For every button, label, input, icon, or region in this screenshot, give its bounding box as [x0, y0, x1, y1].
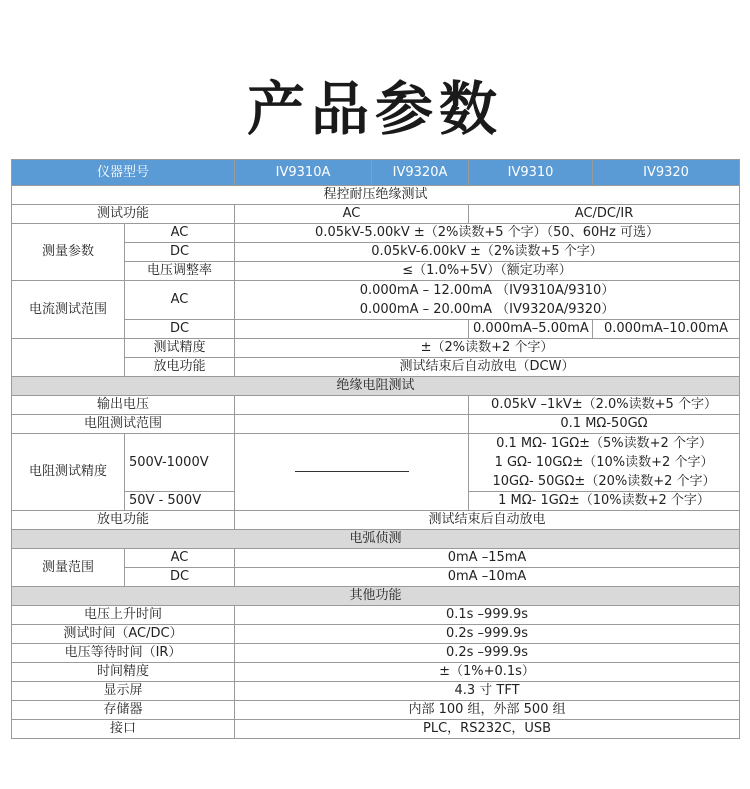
- row-label: 电阻测试范围: [12, 415, 235, 434]
- current-ac-line-1: 0.000mA – 12.00mA （IV9310A/9310）: [359, 283, 615, 298]
- row-label: 测量范围: [12, 549, 125, 587]
- section-row: [12, 186, 740, 205]
- row-value: [235, 320, 469, 339]
- row-value: ±（1%+0.1s）: [235, 663, 740, 682]
- section-row: [12, 377, 740, 396]
- row-sublabel: 测试精度: [125, 339, 235, 358]
- table-row: [12, 701, 740, 720]
- row-label: 电阻测试精度: [12, 434, 125, 511]
- row-sublabel: 500V-1000V: [125, 434, 235, 492]
- row-value: 1 MΩ- 1GΩ±（10%读数+2 个字）: [469, 492, 740, 511]
- row-value: 0mA –10mA: [235, 568, 740, 587]
- row-label: 输出电压: [12, 396, 235, 415]
- row-label: 电压等待时间（IR）: [12, 644, 235, 663]
- row-sublabel: DC: [125, 568, 235, 587]
- spec-table: [11, 159, 740, 739]
- row-value: AC/DC/IR: [469, 205, 740, 224]
- row-value-empty: [235, 396, 469, 415]
- table-row: [12, 224, 740, 243]
- row-label: 存储器: [12, 701, 235, 720]
- row-label: 测试功能: [12, 205, 235, 224]
- row-label: 电流测试范围: [12, 281, 125, 339]
- table-row: [12, 606, 740, 625]
- table-row: [12, 415, 740, 434]
- current-ac-line-2: 0.000mA – 20.00mA （IV9320A/9320）: [359, 302, 615, 317]
- table-row: [12, 720, 740, 739]
- row-value: PLC，RS232C，USB: [235, 720, 740, 739]
- row-sublabel: AC: [125, 224, 235, 243]
- row-value: 4.3 寸 TFT: [235, 682, 740, 701]
- section-title-arc: 电弧侦测: [12, 530, 740, 549]
- row-value: 测试结束后自动放电: [235, 511, 740, 530]
- row-value: ±（2%读数+2 个字）: [235, 339, 740, 358]
- row-value: AC: [235, 205, 469, 224]
- row-sublabel: DC: [125, 320, 235, 339]
- table-row: [12, 281, 740, 320]
- table-row: [12, 549, 740, 568]
- header-model-4: IV9320: [593, 160, 740, 186]
- row-sublabel: 电压调整率: [125, 262, 235, 281]
- table-row: [12, 682, 740, 701]
- row-value: 0.000mA–10.00mA: [593, 320, 740, 339]
- section-title-insulation: 绝缘电阻测试: [12, 377, 740, 396]
- row-label: 测试时间（AC/DC）: [12, 625, 235, 644]
- row-label: 显示屏: [12, 682, 235, 701]
- header-model-3: IV9310: [469, 160, 593, 186]
- row-value: 0.05kV-6.00kV ±（2%读数+5 个字）: [235, 243, 740, 262]
- section-row: [12, 587, 740, 606]
- table-row: [12, 663, 740, 682]
- header-model-label: 仪器型号: [12, 160, 235, 186]
- table-row: [12, 358, 740, 377]
- header-model-1: IV9310A: [235, 160, 372, 186]
- row-value: 0.2s –999.9s: [235, 625, 740, 644]
- row-value: 0.1 MΩ-50GΩ: [469, 415, 740, 434]
- row-value: ≤（1.0%+5V）（额定功率）: [235, 262, 740, 281]
- row-label: 接口: [12, 720, 235, 739]
- header-model-2: IV9320A: [372, 160, 469, 186]
- accuracy-line-2: 1 GΩ- 10GΩ±（10%读数+2 个字）: [494, 455, 714, 470]
- row-value: 测试结束后自动放电（DCW）: [235, 358, 740, 377]
- section-title-other: 其他功能: [12, 587, 740, 606]
- table-row: [12, 434, 740, 492]
- row-sublabel: AC: [125, 281, 235, 320]
- row-value-multiline: [469, 434, 740, 492]
- table-row: [12, 644, 740, 663]
- row-value: 0.05kV-5.00kV ±（2%读数+5 个字）（50、60Hz 可选）: [235, 224, 740, 243]
- row-label: 电压上升时间: [12, 606, 235, 625]
- table-row: [12, 205, 740, 224]
- table-row: [12, 396, 740, 415]
- not-applicable-cell: [235, 434, 469, 511]
- row-label: 时间精度: [12, 663, 235, 682]
- row-label: 放电功能: [12, 511, 235, 530]
- accuracy-line-3: 10GΩ- 50GΩ±（20%读数+2 个字）: [492, 474, 716, 489]
- row-value-multiline: [235, 281, 740, 320]
- accuracy-line-1: 0.1 MΩ- 1GΩ±（5%读数+2 个字）: [496, 436, 712, 451]
- table-row: [12, 339, 740, 358]
- row-sublabel: 50V - 500V: [125, 492, 235, 511]
- row-value: 0.000mA–5.00mA: [469, 320, 593, 339]
- table-header-row: [12, 160, 740, 186]
- table-row: [12, 625, 740, 644]
- row-value: 0.2s –999.9s: [235, 644, 740, 663]
- row-value: 0mA –15mA: [235, 549, 740, 568]
- row-value: 0.05kV –1kV±（2.0%读数+5 个字）: [469, 396, 740, 415]
- row-sublabel: AC: [125, 549, 235, 568]
- row-sublabel: 放电功能: [125, 358, 235, 377]
- section-title-withstand: 程控耐压绝缘测试: [12, 186, 740, 205]
- row-label: 测量参数: [12, 224, 125, 281]
- row-value: 内部 100 组，外部 500 组: [235, 701, 740, 720]
- not-applicable-dash: [295, 471, 409, 472]
- row-sublabel: DC: [125, 243, 235, 262]
- table-row: [12, 511, 740, 530]
- row-value-empty: [235, 415, 469, 434]
- section-row: [12, 530, 740, 549]
- page-title: 产品参数: [246, 75, 503, 143]
- row-value: 0.1s –999.9s: [235, 606, 740, 625]
